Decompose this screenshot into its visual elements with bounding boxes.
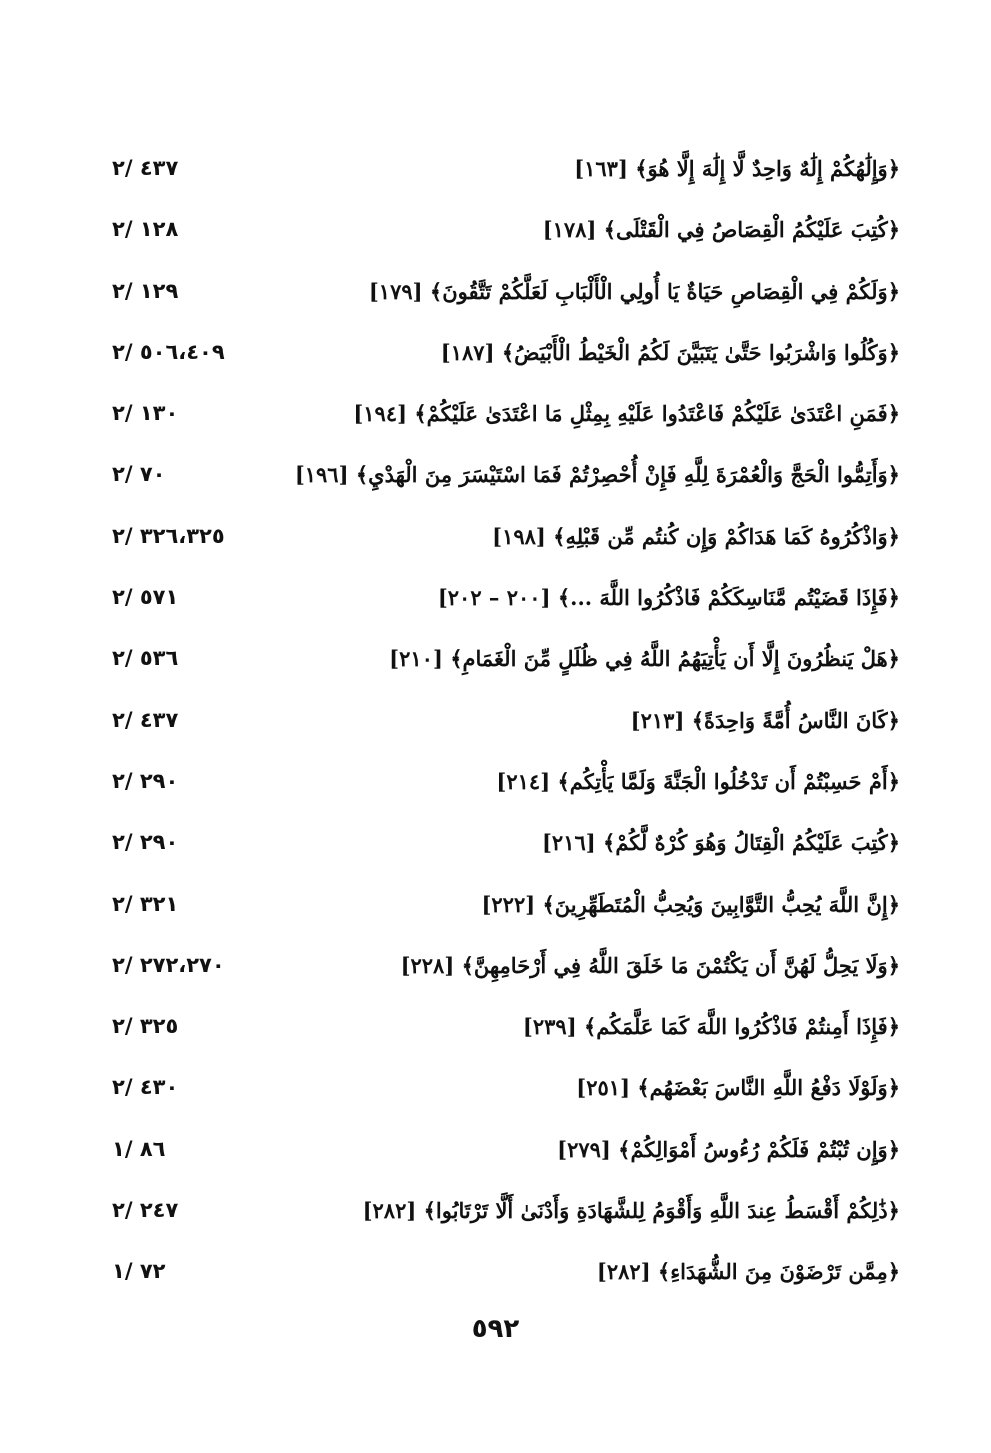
verse-text: ﴿وَأَتِمُّوا الْحَجَّ وَالْعُمْرَةَ لِلَّهِ فَإِنْ أُحْصِرْتُمْ فَمَا اسْتَيْسَرَ مِنَ الْهَدْيِ﴾ [١٩٦] (294, 462, 900, 488)
verse-entry (100, 579, 900, 640)
verse-text: ﴿مِمَّن تَرْضَوْنَ مِنَ الشُّهَدَاءِ﴾ [٢٨٢] (596, 1259, 900, 1285)
verse-entry (100, 150, 900, 211)
verse-text: ﴿كُتِبَ عَلَيْكُمُ الْقِصَاصُ فِي الْقَتْلَى﴾ [١٧٨] (542, 217, 900, 243)
verse-entry (100, 334, 900, 395)
verse-text: ﴿وَإِلَٰهُكُمْ إِلَٰهٌ وَاحِدٌ لَّا إِلَٰهَ إِلَّا هُوَ﴾ [١٦٣] (574, 156, 900, 181)
verse-entry (100, 273, 900, 334)
page-reference: ٨٦ /١ (112, 1136, 166, 1161)
verse-entry (100, 1192, 900, 1253)
page-reference: ٣٢٥ /٢ (112, 1014, 179, 1039)
verse-text: ﴿وَلَا يَحِلُّ لَهُنَّ أَن يَكْتُمْنَ مَا خَلَقَ اللَّهُ فِي أَرْحَامِهِنَّ﴾ [٢٢٨] (400, 952, 900, 978)
verse-entry (100, 456, 900, 517)
verse-entry (100, 702, 900, 763)
verse-text: ﴿ذَٰلِكُمْ أَقْسَطُ عِندَ اللَّهِ وَأَقْوَمُ لِلشَّهَادَةِ وَأَدْنَىٰ أَلَّا تَرْتَابُوا﴾ [٢٨٢] (362, 1198, 900, 1224)
verse-entry (100, 1008, 900, 1069)
verse-entry (100, 947, 900, 1008)
verse-entry (100, 763, 900, 824)
page-reference: ٢٧٢،٢٧٠ /٢ (112, 952, 225, 977)
verse-text: ﴿كُتِبَ عَلَيْكُمُ الْقِتَالُ وَهُوَ كُرْهٌ لَّكُمْ﴾ [٢١٦] (541, 830, 900, 856)
page-reference: ١٢٨ /٢ (112, 217, 179, 242)
verse-entry (100, 1131, 900, 1192)
page-reference: ١٢٩ /٢ (112, 278, 179, 303)
verse-text: ﴿إِنَّ اللَّهَ يُحِبُّ التَّوَّابِينَ وَيُحِبُّ الْمُتَطَهِّرِينَ﴾ [٢٢٢] (481, 891, 900, 917)
verse-entry (100, 886, 900, 947)
page-reference: ٣٢٦،٣٢٥ /٢ (112, 523, 225, 548)
verse-index-list (100, 150, 900, 1315)
verse-entry (100, 518, 900, 579)
page-reference: ٧٢ /١ (112, 1259, 166, 1284)
verse-text: ﴿وَاذْكُرُوهُ كَمَا هَدَاكُمْ وَإِن كُنتُم مِّن قَبْلِهِ﴾ [١٩٨] (492, 523, 900, 549)
verse-entry (100, 640, 900, 701)
page-reference: ٤٣٧ /٢ (112, 707, 179, 732)
verse-text: ﴿وَلَوْلَا دَفْعُ اللَّهِ النَّاسَ بَعْضَهُم﴾ [٢٥١] (576, 1075, 900, 1101)
page-number: ٥٩٢ (471, 1314, 520, 1344)
page-reference: ٥٧١ /٢ (112, 585, 179, 610)
page-reference: ٢٩٠ /٢ (112, 768, 179, 793)
page-reference: ٤٣٧ /٢ (112, 156, 179, 180)
page-reference: ٥٣٦ /٢ (112, 646, 179, 671)
verse-text: ﴿فَإِذَا أَمِنتُمْ فَاذْكُرُوا اللَّهَ كَمَا عَلَّمَكُم﴾ [٢٣٩] (522, 1014, 900, 1040)
page-reference: ٢٤٧ /٢ (112, 1198, 179, 1223)
verse-text: ﴿وَكُلُوا وَاشْرَبُوا حَتَّىٰ يَتَبَيَّنَ لَكُمُ الْخَيْطُ الْأَبْيَضُ﴾ [١٨٧] (440, 339, 900, 365)
verse-entry (100, 824, 900, 885)
page-reference: ٤٣٠ /٢ (112, 1075, 179, 1100)
verse-text: ﴿وَإِن تُبْتُمْ فَلَكُمْ رُءُوسُ أَمْوَالِكُمْ﴾ [٢٧٩] (557, 1136, 900, 1162)
page-reference: ٣٢١ /٢ (112, 891, 179, 916)
verse-entry (100, 1069, 900, 1130)
verse-text: ﴿كَانَ النَّاسُ أُمَّةً وَاحِدَةً﴾ [٢١٣] (630, 707, 900, 733)
verse-entry (100, 395, 900, 456)
verse-entry (100, 211, 900, 272)
page-reference: ٥٠٦،٤٠٩ /٢ (112, 339, 225, 364)
page-reference: ١٣٠ /٢ (112, 401, 179, 426)
verse-text: ﴿هَلْ يَنظُرُونَ إِلَّا أَن يَأْتِيَهُمُ اللَّهُ فِي ظُلَلٍ مِّنَ الْغَمَامِ﴾ [٢١٠] (389, 646, 900, 672)
verse-text: ﴿أَمْ حَسِبْتُمْ أَن تَدْخُلُوا الْجَنَّةَ وَلَمَّا يَأْتِكُم﴾ [٢١٤] (496, 768, 900, 794)
page-reference: ٢٩٠ /٢ (112, 830, 179, 855)
page-reference: ٧٠ /٢ (112, 462, 166, 487)
verse-entry (100, 1253, 900, 1314)
verse-text: ﴿وَلَكُمْ فِي الْقِصَاصِ حَيَاةٌ يَا أُولِي الْأَلْبَابِ لَعَلَّكُمْ تَتَّقُونَ﴾ [١٧٩] (368, 278, 900, 304)
verse-text: ﴿فَمَنِ اعْتَدَىٰ عَلَيْكُمْ فَاعْتَدُوا عَلَيْهِ بِمِثْلِ مَا اعْتَدَىٰ عَلَيْكُمْ﴾ [١٩٤] (353, 401, 900, 427)
verse-text: ﴿فَإِذَا قَضَيْتُم مَّنَاسِكَكُمْ فَاذْكُرُوا اللَّهَ ...﴾ [٢٠٠ – ٢٠٢] (437, 585, 900, 611)
